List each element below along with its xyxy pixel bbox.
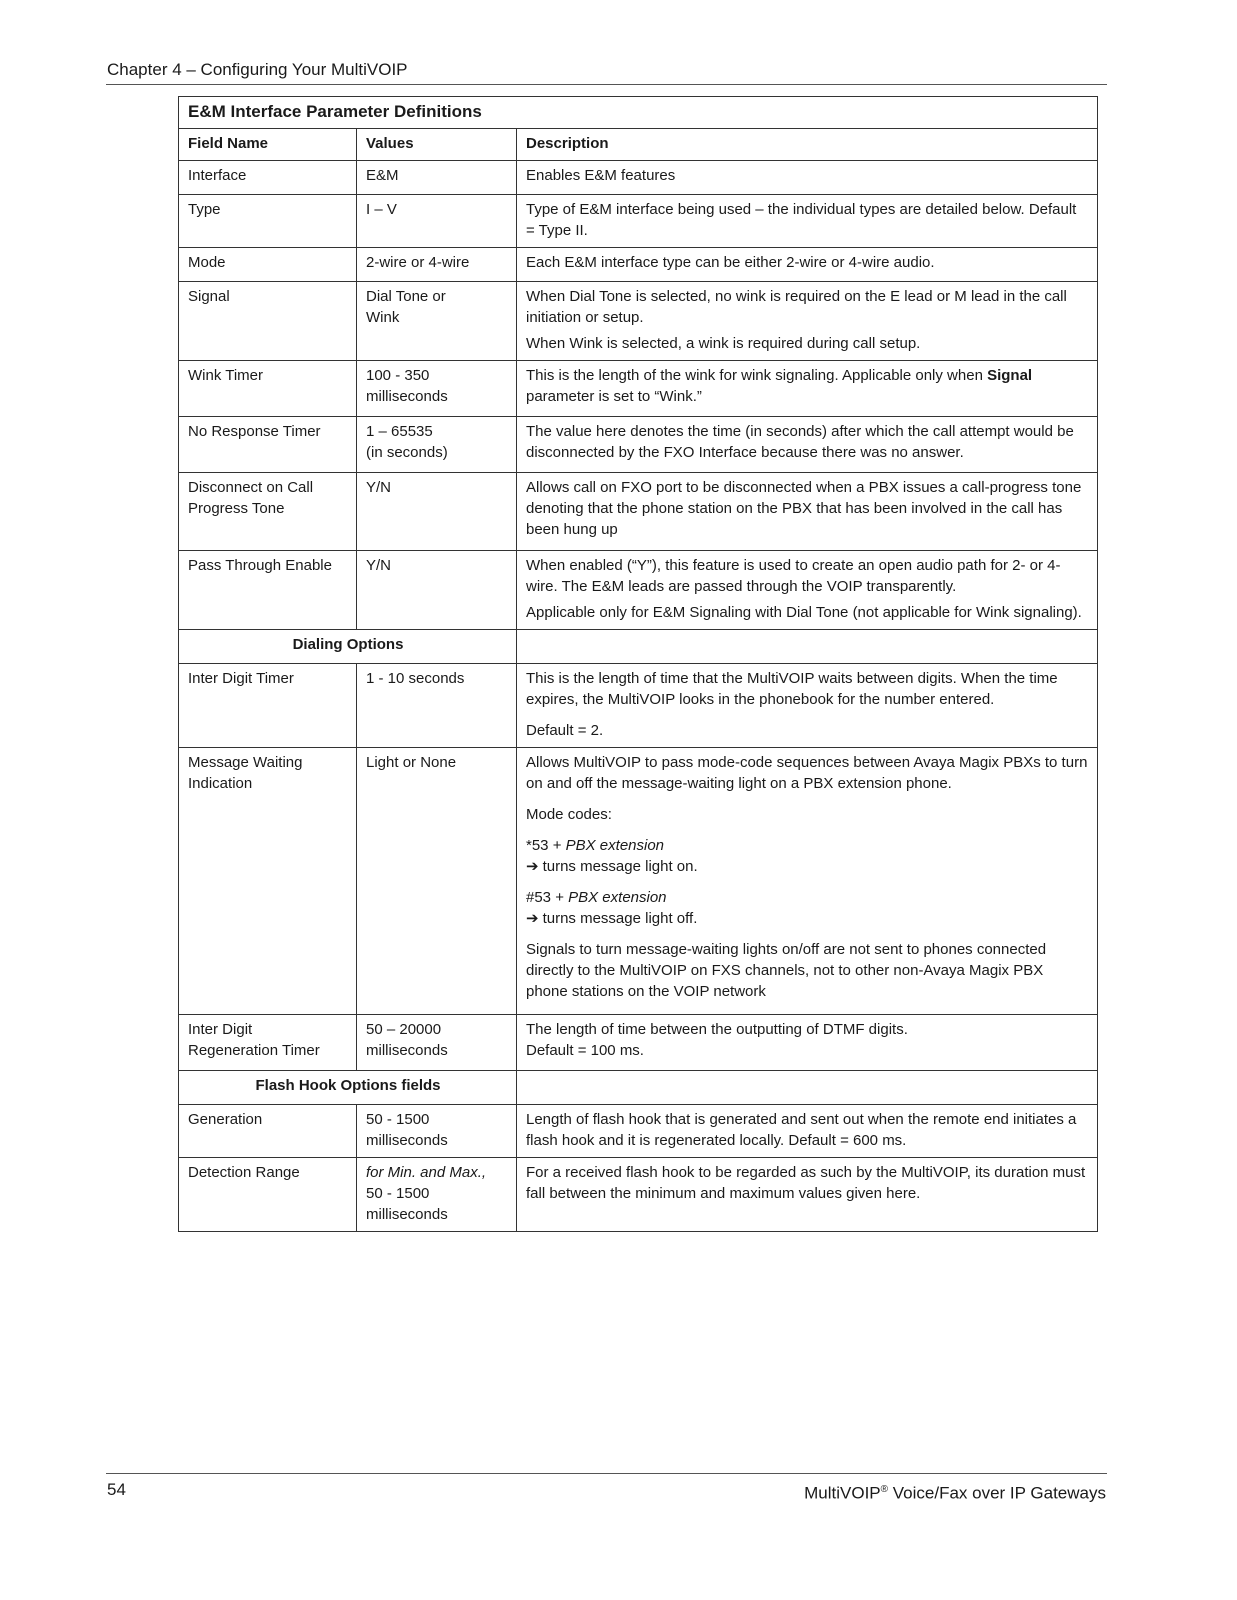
table-row [179, 473, 1098, 551]
product-suffix: Voice/Fax over IP Gateways [888, 1483, 1106, 1503]
description-paragraph: Default = 2. [526, 722, 604, 739]
field-name-line: Inter Digit [188, 1021, 253, 1038]
description-text: This is the length of the wink for wink signaling. Applicable only when [526, 367, 988, 384]
field-values: Y/N [357, 551, 517, 630]
values-line: milliseconds [366, 388, 448, 405]
field-name: Generation [179, 1105, 357, 1158]
field-values: Light or None [357, 748, 517, 1015]
mode-code-off [526, 887, 1089, 929]
table-row [179, 1158, 1098, 1232]
field-name: Wink Timer [179, 361, 357, 417]
table-row [179, 1105, 1098, 1158]
column-header-field: Field Name [179, 129, 357, 161]
description-paragraph: When Dial Tone is selected, no wink is required on the E lead or M lead in the call initiation or setup. [526, 288, 1067, 326]
field-name: Interface [179, 161, 357, 195]
chapter-header: Chapter 4 – Configuring Your MultiVOIP [107, 60, 408, 79]
values-line: milliseconds [366, 1206, 448, 1223]
table-row [179, 248, 1098, 282]
mode-code-on [526, 835, 1089, 877]
section-empty-cell [517, 630, 1098, 664]
description-line: Default = 100 ms. [526, 1042, 644, 1059]
table-row [179, 417, 1098, 473]
values-line: 50 - 1500 [366, 1111, 430, 1128]
field-description [517, 282, 1098, 361]
field-values [357, 417, 517, 473]
field-description: The value here denotes the time (in seconds) after which the call attempt would be disconnected by the FXO Interface because there was no answer. [517, 417, 1098, 473]
code-prefix: #53 + [526, 889, 569, 906]
table-row [179, 195, 1098, 248]
field-name [179, 1015, 357, 1071]
field-name: Message Waiting Indication [179, 748, 357, 1015]
field-description: Type of E&M interface being used – the individual types are detailed below. Default = Type II. [517, 195, 1098, 248]
code-result: turns message light off. [542, 910, 698, 927]
section-label: Flash Hook Options fields [179, 1071, 517, 1105]
table-title-row [179, 97, 1098, 129]
field-description [517, 664, 1098, 748]
product-footer [804, 1478, 1106, 1506]
code-result: turns message light on. [542, 858, 698, 875]
field-description [517, 551, 1098, 630]
field-values [357, 1158, 517, 1232]
arrow-right-icon: ➔ [526, 858, 539, 875]
field-values: Y/N [357, 473, 517, 551]
field-name: Mode [179, 248, 357, 282]
field-name: No Response Timer [179, 417, 357, 473]
field-values: 2-wire or 4-wire [357, 248, 517, 282]
table-row [179, 161, 1098, 195]
code-extension: PBX extension [565, 837, 665, 854]
values-line: 1 – 65535 [366, 423, 433, 440]
values-qualifier: for Min. and Max., [366, 1164, 487, 1181]
field-description: Length of flash hook that is generated and sent out when the remote end initiates a flash hook and it is regenerated locally. Default = 600 ms. [517, 1105, 1098, 1158]
description-paragraph: Mode codes: [526, 806, 612, 823]
table-row [179, 361, 1098, 417]
table-row [179, 664, 1098, 748]
signal-keyword: Signal [987, 367, 1033, 384]
field-description: Enables E&M features [517, 161, 1098, 195]
field-values [357, 361, 517, 417]
section-row-flash-hook-options [179, 1071, 1098, 1105]
registered-mark: ® [880, 1484, 889, 1495]
field-values: 1 - 10 seconds [357, 664, 517, 748]
values-line: 100 - 350 [366, 367, 430, 384]
table-row [179, 748, 1098, 1015]
column-header-description: Description [517, 129, 1098, 161]
description-paragraph: Allows MultiVOIP to pass mode-code sequences between Avaya Magix PBXs to turn on and off the message-waiting light on a PBX extension phone. [526, 754, 1088, 792]
field-values [357, 1105, 517, 1158]
field-description: For a received flash hook to be regarded as such by the MultiVOIP, its duration must fall between the minimum and maximum values given here. [517, 1158, 1098, 1232]
field-description [517, 1015, 1098, 1071]
field-name: Pass Through Enable [179, 551, 357, 630]
field-values: Dial Tone or Wink [357, 282, 517, 361]
field-description: Each E&M interface type can be either 2-wire or 4-wire audio. [517, 248, 1098, 282]
em-parameter-table [178, 96, 1098, 1232]
field-name: Inter Digit Timer [179, 664, 357, 748]
table-title: E&M Interface Parameter Definitions [179, 97, 1098, 129]
code-prefix: *53 + [526, 837, 566, 854]
field-name: Disconnect on Call Progress Tone [179, 473, 357, 551]
table-row [179, 551, 1098, 630]
values-line: 50 – 20000 [366, 1021, 442, 1038]
page-number: 54 [107, 1480, 126, 1499]
field-values: I – V [357, 195, 517, 248]
product-name: MultiVOIP [804, 1483, 881, 1503]
description-paragraph: When Wink is selected, a wink is required during call setup. [526, 335, 921, 352]
field-description [517, 748, 1098, 1015]
field-name: Type [179, 195, 357, 248]
field-name: Detection Range [179, 1158, 357, 1232]
field-description: Allows call on FXO port to be disconnected when a PBX issues a call-progress tone denoting that the phone station on the PBX that has been involved in the call has been hung up [517, 473, 1098, 551]
description-text: parameter is set to “Wink.” [526, 388, 702, 405]
table-row [179, 282, 1098, 361]
section-row-dialing-options [179, 630, 1098, 664]
section-label: Dialing Options [179, 630, 517, 664]
arrow-right-icon: ➔ [526, 910, 539, 927]
description-paragraph: This is the length of time that the MultiVOIP waits between digits. When the time expires, the MultiVOIP looks in the phonebook for the number entered. [526, 670, 1058, 708]
field-name-line: Regeneration Timer [188, 1042, 320, 1059]
values-line [366, 1162, 508, 1183]
values-line: milliseconds [366, 1042, 448, 1059]
values-line: (in seconds) [366, 444, 448, 461]
column-header-row [179, 129, 1098, 161]
field-name: Signal [179, 282, 357, 361]
field-values: E&M [357, 161, 517, 195]
code-extension: PBX extension [568, 889, 667, 906]
field-description [517, 361, 1098, 417]
header-rule [106, 84, 1107, 85]
description-line: The length of time between the outputting of DTMF digits. [526, 1021, 908, 1038]
description-paragraph: Signals to turn message-waiting lights on/off are not sent to phones connected directly to the MultiVOIP on FXS channels, not to other non-Avaya Magix PBX phone stations on the VOIP network [526, 941, 1047, 1000]
table-row [179, 1015, 1098, 1071]
column-header-values: Values [357, 129, 517, 161]
values-line: milliseconds [366, 1132, 448, 1149]
values-line: 50 - 1500 [366, 1185, 430, 1202]
footer-rule [106, 1473, 1107, 1474]
field-values [357, 1015, 517, 1071]
description-paragraph: Applicable only for E&M Signaling with Dial Tone (not applicable for Wink signaling). [526, 604, 1082, 621]
description-paragraph: When enabled (“Y”), this feature is used to create an open audio path for 2- or 4-wire. The E&M leads are passed through the VOIP transparently. [526, 557, 1061, 595]
section-empty-cell [517, 1071, 1098, 1105]
